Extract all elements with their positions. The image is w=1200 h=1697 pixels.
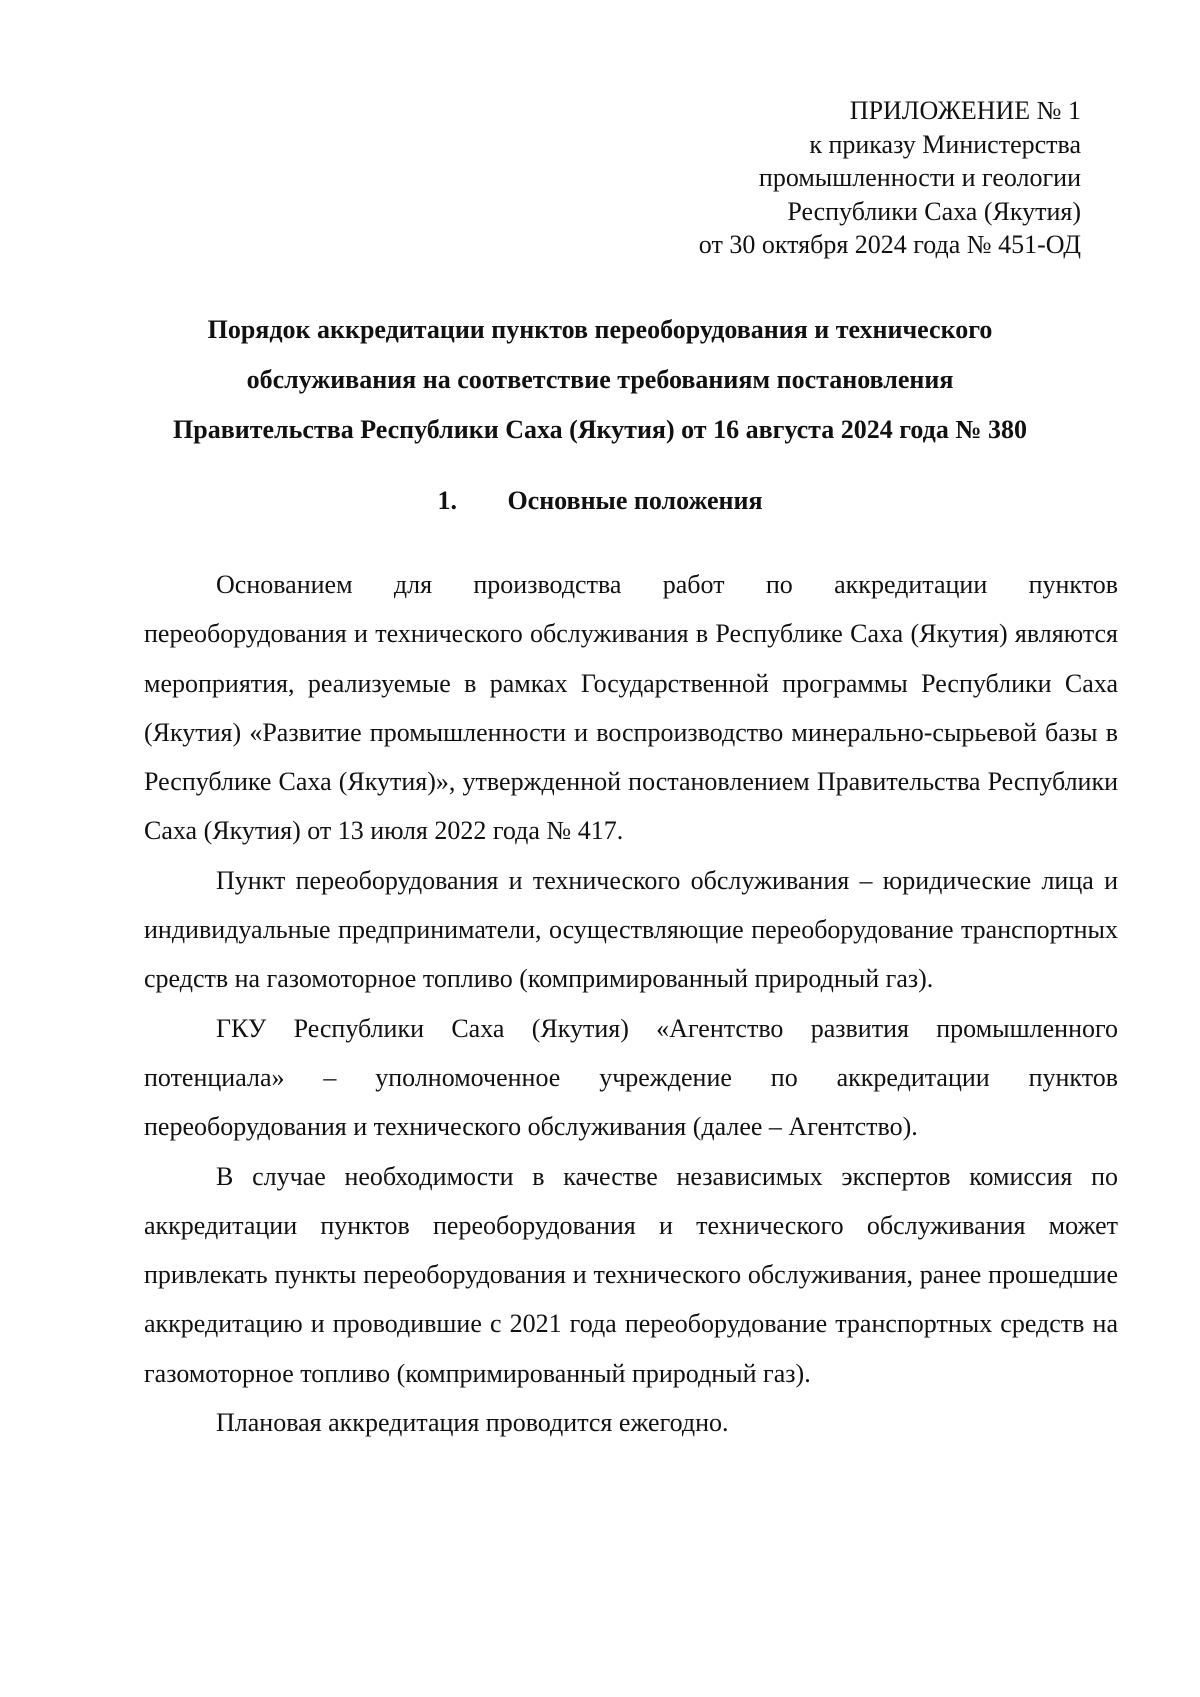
approval-line: к приказу Министерства: [809, 129, 1081, 159]
approval-block: [481, 94, 1081, 262]
title-line: обслуживания на соответствие требованиям постановления: [246, 365, 954, 394]
section-number: 1.: [437, 486, 457, 515]
title-line: Правительства Республики Саха (Якутия) от 16 августа 2024 года № 380: [173, 415, 1027, 444]
approval-line: от 30 октября 2024 года № 451-ОД: [698, 230, 1081, 259]
approval-line: Республики Саха (Якутия): [787, 196, 1081, 226]
body-text: [144, 560, 1118, 1447]
section-title: Основные положения: [507, 486, 763, 515]
paragraph: В случае необходимости в качестве независимых экспертов комиссия по аккредитации пунктов переоборудования и технического обслуживания может привлекать пункты переоборудования и технического обслуживания, ранее прошедшие аккредитацию и проводившие с 2021 года переоборудование транспортных средств на газомоторное топливо (компримированный природный газ).: [144, 1161, 1118, 1388]
approval-line: ПРИЛОЖЕНИЕ № 1: [849, 96, 1081, 125]
paragraph: Плановая аккредитация проводится ежегодно.: [216, 1408, 729, 1438]
paragraph: ГКУ Республики Саха (Якутия) «Агентство развития промышленного потенциала» – уполномоченное учреждение по аккредитации пунктов переоборудования и технического обслуживания (далее – Агентство).: [144, 1013, 1118, 1142]
document-title: [120, 305, 1080, 455]
title-line: Порядок аккредитации пунктов переоборудования и технического: [207, 315, 993, 344]
approval-line: промышленности и геологии: [758, 163, 1081, 192]
paragraph: Основанием для производства работ по аккредитации пунктов переоборудования и технического обслуживания в Республике Саха (Якутия) являются мероприятия, реализуемые в рамках Государственной программы Республики Саха (Якутия) «Развитие промышленности и воспроизводство минерально-сырьевой базы в Республике Саха (Якутия)», утвержденной постановлением Правительства Республики Саха (Якутия) от 13 июля 2022 года № 417.: [144, 570, 1118, 846]
paragraph: Пункт переоборудования и технического обслуживания – юридические лица и индивидуальные предприниматели, осуществляющие переоборудование транспортных средств на газомоторное топливо (компримированный природный газ).: [144, 865, 1118, 994]
section-heading: [120, 483, 1080, 519]
